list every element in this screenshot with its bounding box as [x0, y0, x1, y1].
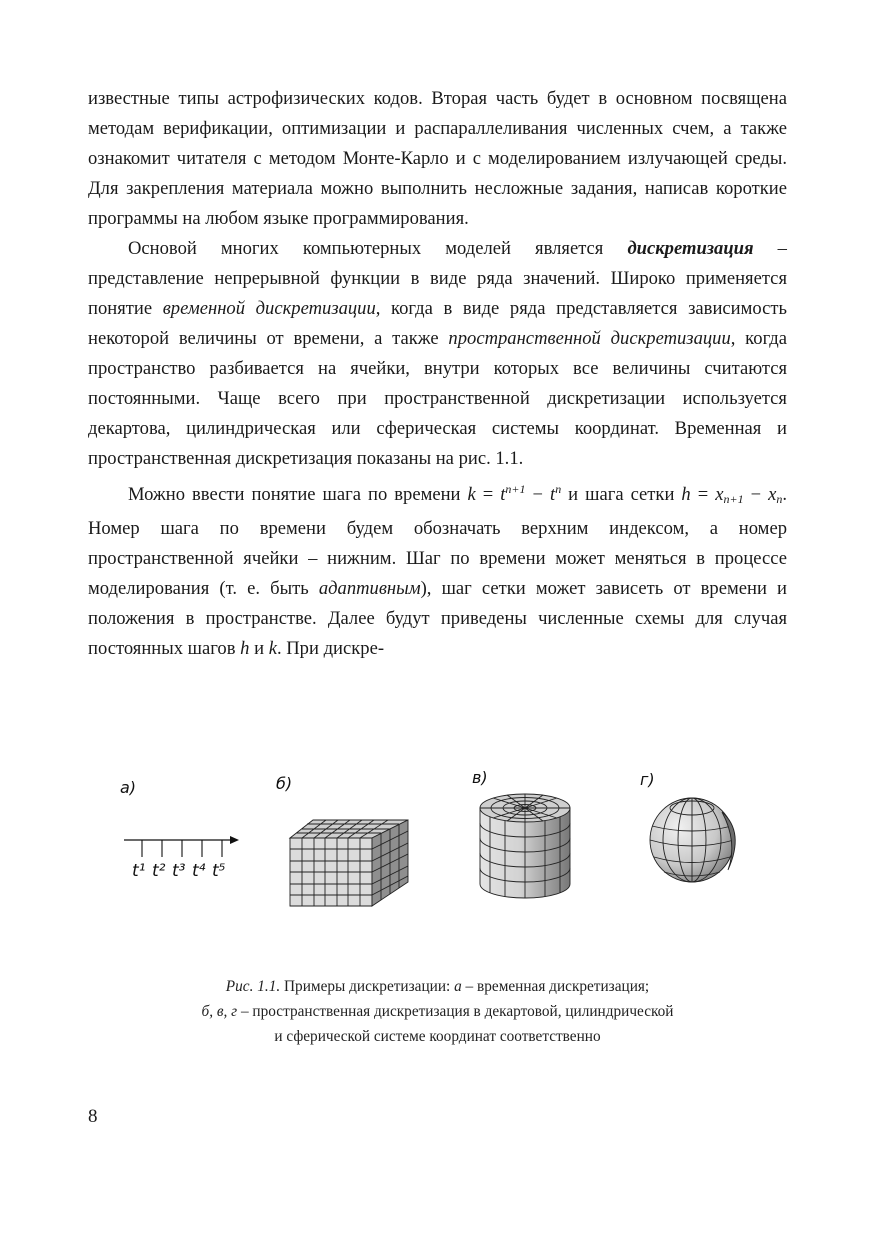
figure-drawings: [0, 760, 875, 950]
paragraph-1: известные типы астрофизических кодов. Вторая часть будет в основном посвящена методам верификации, оптимизации и распараллеливания численных счем, а также ознакомит читателя с методом Монте-Карло и с моделированием излучающей среды. Для закрепления материала можно выполнить несложные задания, написав короткие программы на любом языке программирования.: [88, 88, 787, 229]
caption-line1b-text: – временная дискретизация;: [461, 978, 650, 995]
cylinder-top-grid: [480, 794, 570, 822]
p3-part-b: и шага сетки: [561, 484, 682, 505]
term-temporal-discretization: временной дискретизации: [162, 298, 376, 319]
time-tick-label-2: t²: [152, 861, 166, 881]
p2-part-d: , когда пространство разбивается на ячейки, внутри которых все величины считаются постоянными. Чаще всего при пространственной дискретизации используется декартова, цилиндрическая или сферическая системы координат. Временная и пространственная дискретизация показаны на рис. 1.1.: [88, 328, 787, 469]
math-h: h: [681, 484, 691, 505]
formula-time-step: [468, 484, 562, 505]
math-t: t: [500, 484, 506, 505]
term-adaptive: адаптивным: [318, 578, 421, 599]
formula-grid-step: [681, 484, 782, 505]
panel-label-b: б): [276, 774, 293, 793]
math-sup-n1: n+1: [505, 482, 526, 496]
figure-1-1: [0, 760, 875, 950]
cylindrical-grid: [480, 794, 570, 898]
time-axis-diagram: [124, 836, 239, 881]
panel-label-g: г): [640, 770, 655, 789]
paragraph-3: [88, 474, 787, 664]
caption-line-2: [88, 999, 787, 1024]
math-h-inline: h: [240, 638, 250, 659]
panel-label-v: в): [472, 768, 488, 787]
math-k: k: [467, 484, 476, 505]
math-t2: t: [550, 484, 556, 505]
time-axis-arrowhead: [230, 836, 239, 844]
time-tick-label-1: t¹: [132, 861, 146, 881]
term-spatial-discretization: пространственной дискретизации: [448, 328, 731, 349]
p3-part-d: ), шаг сетки может зависеть от времени и положения в пространстве. Далее будут приведены численные схемы для случая постоянных шагов: [88, 578, 787, 659]
math-k-inline: k: [268, 638, 277, 659]
math-minus: −: [525, 484, 551, 505]
math-eq: =: [475, 484, 501, 505]
p3-part-a: Можно ввести понятие шага по времени: [128, 484, 468, 505]
cartesian-grid-cube: [290, 820, 408, 906]
p2-part-b: – представление непрерывной функции в виде ряда значений. Широко применяется понятие: [88, 238, 787, 319]
page-number: 8: [88, 1106, 98, 1127]
math-x: x: [715, 484, 724, 505]
math-sub-n1: n+1: [723, 492, 744, 506]
p3-part-e: и: [249, 638, 269, 659]
time-tick-label-4: t⁴: [192, 861, 206, 881]
caption-line2-text: – пространственная дискретизация в декартовой, цилиндрической: [237, 1003, 674, 1020]
p3-part-f: . При дискре-: [276, 638, 385, 659]
caption-line-3: и сферической системе координат соответственно: [274, 1028, 601, 1045]
p3-part-c: . Номер шага по времени будем обозначать верхним индексом, а номер пространственной ячейки – нижним. Шаг по времени может меняться в процессе моделирования (т. е. быть: [88, 484, 787, 599]
caption-letter-a: а: [454, 978, 462, 995]
time-tick-label-3: t³: [172, 861, 186, 881]
caption-line-1: [88, 974, 787, 999]
time-tick-label-5: t⁵: [212, 861, 226, 881]
p2-part-a: Основой многих компьютерных моделей является: [128, 238, 628, 259]
math-sup-n: n: [555, 482, 562, 496]
spherical-grid: [650, 798, 735, 882]
math-eq2: =: [690, 484, 716, 505]
caption-letters-bvg: б, в, г: [201, 1003, 238, 1020]
panel-label-a: а): [120, 778, 137, 797]
caption-prefix: Рис. 1.1.: [225, 978, 281, 995]
figure-caption: [88, 974, 787, 1049]
math-sub-n: n: [776, 492, 783, 506]
math-x2: x: [768, 484, 777, 505]
caption-line1-text: Примеры дискретизации:: [280, 978, 455, 995]
math-minus2: −: [743, 484, 769, 505]
term-discretization: дискретизация: [627, 238, 754, 259]
p2-part-c: , когда в виде ряда представляется зависимость некоторой величины от времени, а также: [88, 298, 788, 349]
paragraph-2: [88, 234, 787, 474]
body-text: [88, 84, 787, 664]
